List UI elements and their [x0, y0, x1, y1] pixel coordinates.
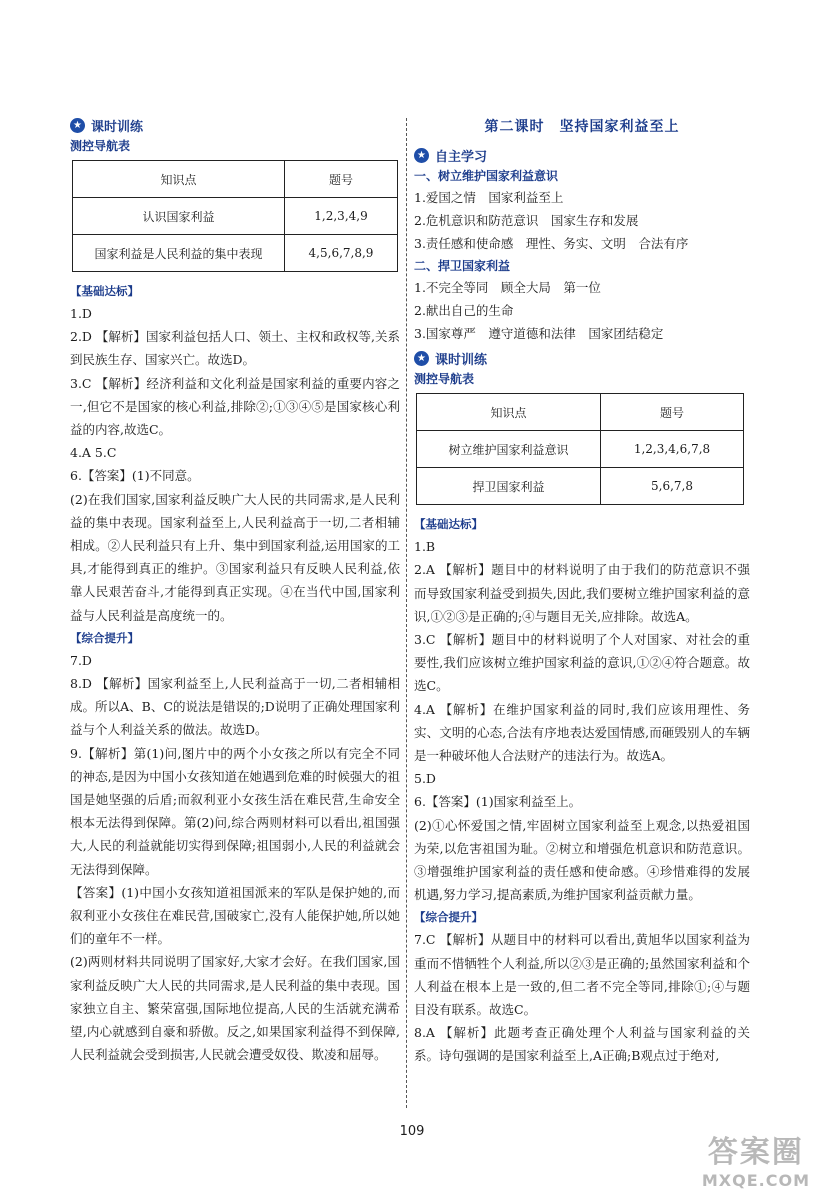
left-column: [70, 112, 400, 1067]
answer-paragraph: 5.D: [414, 771, 436, 787]
list-item: 2.危机意识和防范意识 国家生存和发展: [414, 213, 639, 229]
star-icon: ★: [414, 148, 429, 163]
column-divider: [406, 118, 407, 1108]
table-header-cell: 题号: [601, 394, 744, 431]
table-row: [73, 198, 398, 235]
table-row: [73, 235, 398, 272]
basic-tag: 【基础达标】: [70, 284, 139, 298]
part-title: 二、捍卫国家利益: [414, 258, 511, 273]
section-heading: [70, 114, 400, 136]
navigation-table: [72, 160, 398, 272]
answer-paragraph: 1.D: [70, 306, 92, 321]
answer-paragraph: 9.【解析】第(1)问,图片中的两个小女孩之所以有完全不同的神态,是因为中国小女孩知道在她遇到危难的时候强大的祖国是她坚强的后盾;而叙利亚小女孩生活在难民营,生命安全根本无法得到保障。第(2)问,综合两则材料可以看出,祖国强大,人民的利益就能切实得到保障;祖国弱小,人民的利益就会无法得到保障。: [70, 745, 400, 877]
table-cell: 5,6,7,8: [601, 468, 744, 505]
answer-paragraph: 8.D 【解析】国家利益至上,人民利益高于一切,二者相辅相成。所以A、B、C的说法是错误的;D说明了正确处理国家利益与个人利益关系的做法。故选D。: [70, 676, 400, 738]
table-title: 测控导航表: [414, 372, 475, 387]
star-icon: ★: [414, 351, 429, 366]
table-cell: 1,2,3,4,6,7,8: [601, 431, 744, 468]
table-header-cell: 知识点: [417, 394, 601, 431]
table-cell: 国家利益是人民利益的集中表现: [73, 235, 285, 272]
answer-paragraph: (2)两则材料共同说明了国家好,大家才会好。在我们国家,国家利益反映广大人民的共同需求,是人民利益的集中表现。国家独立自主、繁荣富强,国际地位提高,人民的生活就充满希望,内心就感到自豪和骄傲。反之,如果国家利益得不到保障,人民利益就会受到损害,人民就会遭受奴役、欺凌和屈辱。: [70, 954, 400, 1063]
answer-paragraph: 7.D: [70, 652, 92, 668]
list-item: 1.爱国之情 国家利益至上: [414, 190, 564, 205]
answer-paragraph: 6.【答案】(1)不同意。: [70, 468, 200, 484]
section-title: 课时训练: [435, 352, 488, 368]
list-item: 2.献出自己的生命: [414, 302, 514, 318]
star-icon: ★: [70, 118, 85, 133]
section-heading: [414, 347, 750, 369]
answer-paragraph: 2.A 【解析】题目中的材料说明了由于我们的防范意识不强而导致国家利益受到损失,因此,我们要树立维护国家利益的意识,①②③是正确的;④与题目无关,应排除。故选A。: [414, 562, 750, 624]
watermark-url: MXQE.COM: [701, 1171, 810, 1190]
advanced-tag: 【综合提升】: [414, 910, 483, 925]
table-cell: 4,5,6,7,8,9: [285, 235, 398, 272]
table-header-cell: 题号: [285, 161, 398, 198]
advanced-tag: 【综合提升】: [70, 630, 139, 645]
answer-paragraph: 6.【答案】(1)国家利益至上。: [414, 794, 582, 810]
answer-paragraph: (2)在我们国家,国家利益反映广大人民的共同需求,是人民利益的集中表现。国家利益至上,人民利益高于一切,二者相辅相成。②人民利益只有上升、集中到国家利益,运用国家的工具,才能得到真正的维护。③国家利益只有反映人民利益,依靠人民艰苦奋斗,才能得到真正实现。④在当代中国,国家利益与人民利益是高度统一的。: [70, 491, 400, 623]
answer-paragraph: 3.C 【解析】题目中的材料说明了个人对国家、对社会的重要性,我们应该树立维护国家利益的意识,①②④符合题意。故选C。: [414, 632, 750, 694]
table-cell: 捍卫国家利益: [417, 468, 601, 505]
navigation-table: [416, 393, 744, 505]
basic-tag: 【基础达标】: [414, 517, 483, 532]
table-header-row: [417, 394, 744, 431]
section-heading: [414, 144, 750, 166]
table-cell: 1,2,3,4,9: [285, 198, 398, 235]
section-title: 课时训练: [91, 119, 144, 135]
list-item: 3.责任感和使命感 理性、务实、文明 合法有序: [414, 236, 689, 252]
table-cell: 认识国家利益: [73, 198, 285, 235]
page-number: 109: [399, 1124, 425, 1139]
right-column: [414, 112, 750, 1068]
table-header-cell: 知识点: [73, 161, 285, 198]
answer-paragraph: 8.A 【解析】此题考查正确处理个人利益与国家利益的关系。诗句强调的是国家利益至上,A正确;B观点过于绝对,: [414, 1025, 750, 1064]
list-item: 3.国家尊严 遵守道德和法律 国家团结稳定: [414, 326, 664, 342]
lesson-title: 第二课时 坚持国家利益至上: [484, 119, 680, 135]
answer-paragraph: 【答案】(1)中国小女孩知道祖国派来的军队是保护她的,而叙利亚小女孩住在难民营,国破家亡,没有人能保护她,所以她们的童年不一样。: [70, 884, 400, 947]
table-cell: 树立维护国家利益意识: [417, 431, 601, 468]
answer-paragraph: (2)①心怀爱国之情,牢固树立国家利益至上观念,以热爱祖国为荣,以危害祖国为耻。②树立和增强危机意识和防范意识。③增强维护国家利益的责任感和使命感。④珍惜难得的发展机遇,努力学习,提高素质,为维护国家利益贡献力量。: [414, 817, 750, 903]
section-title: 自主学习: [435, 149, 488, 165]
table-row: [417, 431, 744, 468]
answer-paragraph: 2.D 【解析】国家利益包括人口、领土、主权和政权等,关系到民族生存、国家兴亡。故选D。: [70, 329, 400, 368]
table-title: 测控导航表: [70, 139, 131, 153]
answer-paragraph: 7.C 【解析】从题目中的材料可以看出,黄旭华以国家利益为重而不惜牺牲个人利益,所以②③是正确的;虽然国家利益和个人利益在根本上是一致的,但二者不完全等同,排除①;④与题目没有联系。故选C。: [414, 932, 750, 1018]
answer-paragraph: 3.C 【解析】经济利益和文化利益是国家利益的重要内容之一,但它不是国家的核心利益,排除②;①③④⑤是国家核心利益的内容,故选C。: [70, 375, 400, 438]
table-header-row: [73, 161, 398, 198]
answer-paragraph: 4.A 5.C: [70, 445, 117, 461]
table-row: [417, 468, 744, 505]
watermark-logo: [702, 1127, 810, 1190]
answer-paragraph: 1.B: [414, 539, 436, 555]
part-title: 一、树立维护国家利益意识: [414, 169, 559, 183]
list-item: 1.不完全等同 顾全大局 第一位: [414, 279, 601, 295]
watermark-text: 答案圈: [707, 1135, 804, 1170]
answer-paragraph: 4.A 【解析】在维护国家利益的同时,我们应该用理性、务实、文明的心态,合法有序地表达爱国情感,而砸毁别人的车辆是一种破坏他人合法财产的违法行为。故选A。: [414, 701, 750, 764]
